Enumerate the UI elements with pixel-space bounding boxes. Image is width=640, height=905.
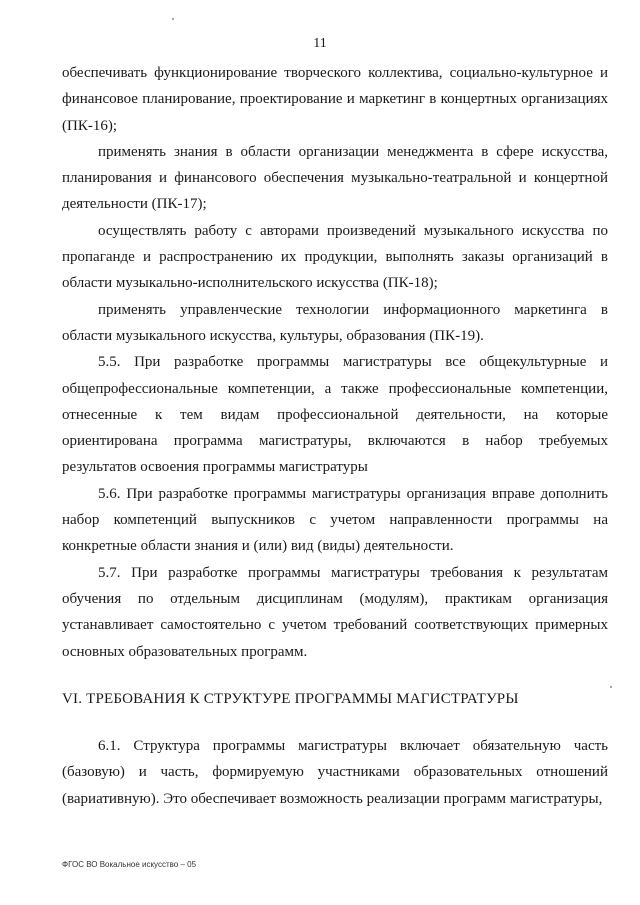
paragraph-5-7: 5.7. При разработке программы магистратуры требования к результатам обучения по отдельным дисциплинам (модулям), практикам организация устанавливает самостоятельно с учетом требований соответствующих примерных основных образовательных программ. [62, 564, 608, 660]
paragraph-5-6: 5.6. При разработке программы магистратуры организация вправе дополнить набор компетенций выпускников с учетом направленности программы на конкретные области знания и (или) вид (виды) деятельности. [62, 485, 608, 555]
paragraph-5-5: 5.5. При разработке программы магистратуры все общекультурные и общепрофессиональные компетенции, а также профессиональные компетенции, отнесенные к тем видам профессиональной деятельности, на которые ориентирована программа магистратуры, включаются в набор требуемых результатов освоения программы магистратуры [62, 354, 608, 476]
document-body [62, 60, 608, 812]
section-heading: VI. ТРЕБОВАНИЯ К СТРУКТУРЕ ПРОГРАММЫ МАГИСТРАТУРЫ [62, 690, 519, 707]
paragraph-pk16: обеспечивать функционирование творческого коллектива, социально-культурное и финансовое планирование, проектирование и маркетинг в концертных организациях (ПК-16); [62, 65, 608, 134]
paragraph-pk19: применять управленческие технологии информационного маркетинга в области музыкального искусства, культуры, образования (ПК-19). [62, 301, 608, 344]
footer-note: ФГОС ВО Вокальное искусство – 05 [62, 860, 197, 869]
page-number: 11 [313, 36, 327, 51]
paragraph-6-1: 6.1. Структура программы магистратуры включает обязательную часть (базовую) и часть, формируемую участниками образовательных отношений (вариативную). Это обеспечивает возможность реализации программ магистратуры, [62, 738, 608, 807]
scan-speck [172, 18, 174, 20]
paragraph-pk18: осуществлять работу с авторами произведений музыкального искусства по пропаганде и распространению их продукции, выполнять заказы организаций в области музыкально-исполнительского искусства (ПК-18); [62, 222, 608, 292]
scan-speck [610, 686, 612, 688]
paragraph-pk17: применять знания в области организации менеджмента в сфере искусства, планирования и финансового обеспечения музыкально-театральной и концертной деятельности (ПК-17); [62, 143, 608, 213]
